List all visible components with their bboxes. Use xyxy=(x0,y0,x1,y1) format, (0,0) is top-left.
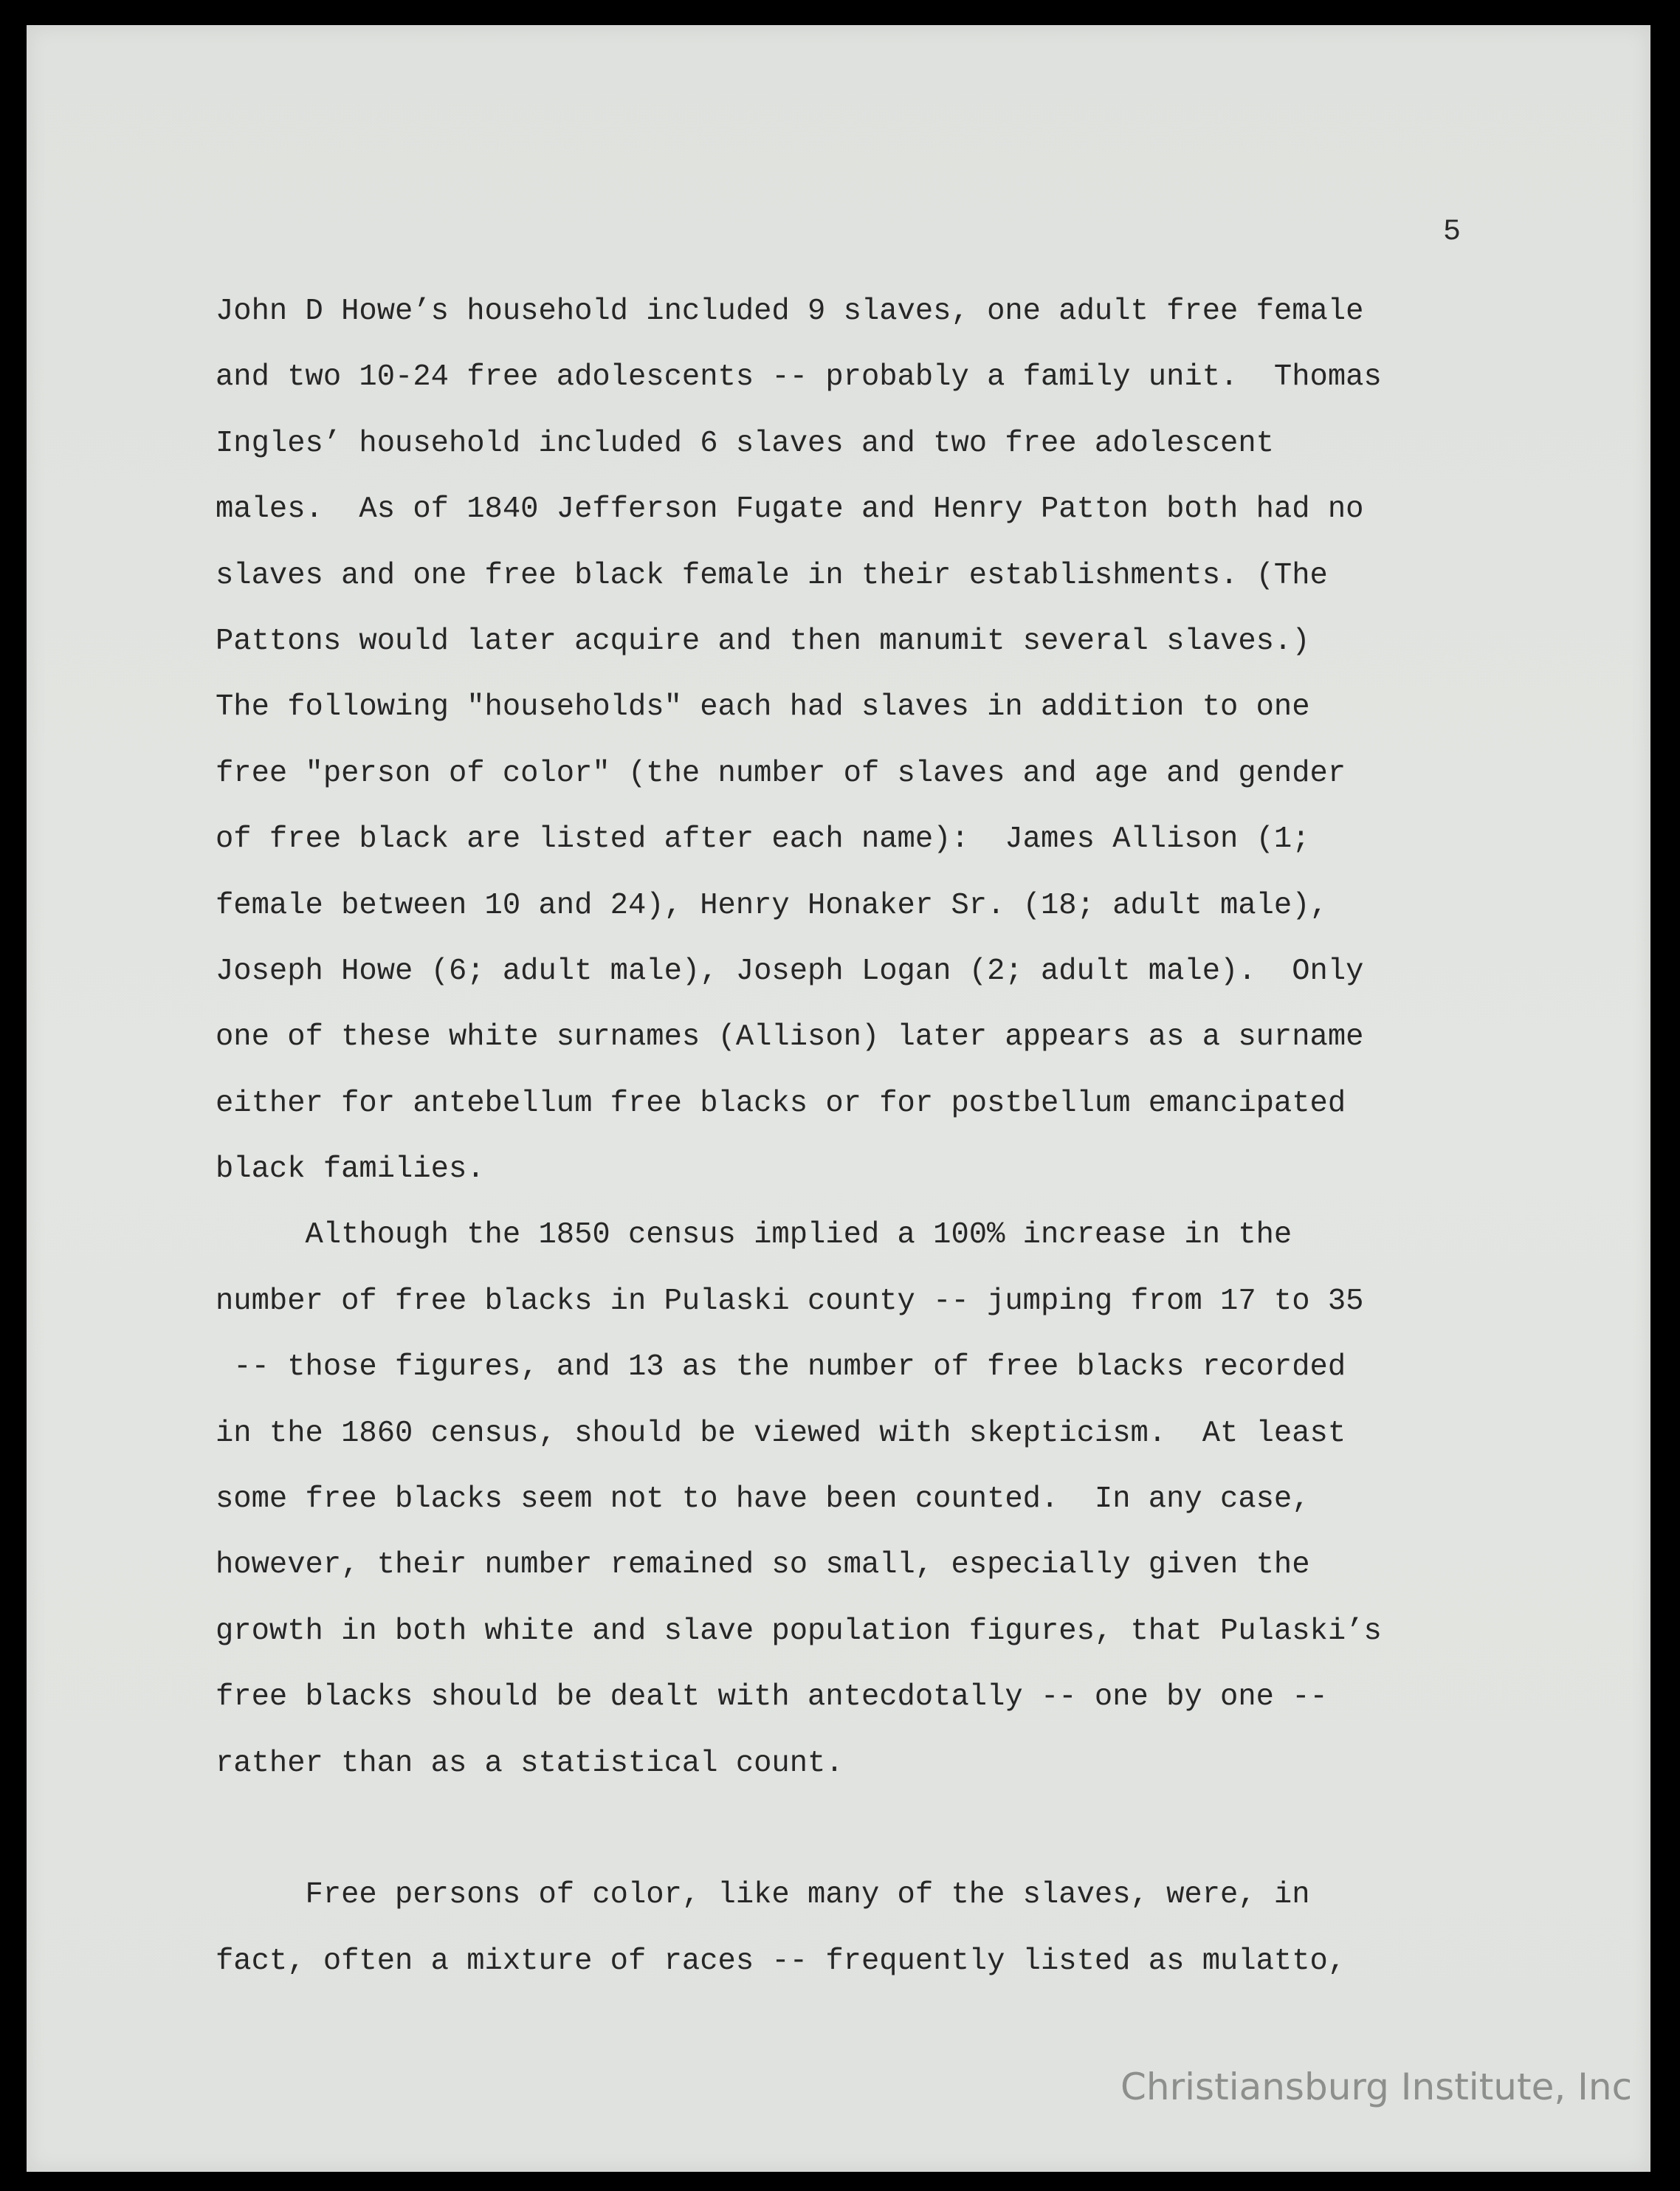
text-line: males. As of 1840 Jefferson Fugate and Henry Patton both had no xyxy=(216,492,1364,527)
text-line: free "person of color" (the number of slaves and age and gender xyxy=(216,756,1346,791)
text-line: fact, often a mixture of races -- frequently listed as mulatto, xyxy=(216,1944,1346,1978)
text-line: one of these white surnames (Allison) later appears as a surname xyxy=(216,1020,1364,1055)
text-line: Joseph Howe (6; adult male), Joseph Logan (2; adult male). Only xyxy=(216,954,1364,988)
paragraph-gap xyxy=(216,1797,1515,1862)
text-line: -- those figures, and 13 as the number of free blacks recorded xyxy=(216,1350,1346,1385)
text-line: however, their number remained so small, especially given the xyxy=(216,1548,1310,1583)
text-line: Ingles’ household included 6 slaves and two free adolescent xyxy=(216,426,1274,461)
text-line: number of free blacks in Pulaski county -- jumping from 17 to 35 xyxy=(216,1284,1364,1318)
text-line: in the 1860 census, should be viewed with skepticism. At least xyxy=(216,1416,1346,1451)
text-line: either for antebellum free blacks or for postbellum emancipated xyxy=(216,1086,1346,1121)
text-line: Free persons of color, like many of the slaves, were, in xyxy=(216,1878,1310,1913)
text-line: some free blacks seem not to have been counted. In any case, xyxy=(216,1482,1310,1517)
text-line: John D Howe’s household included 9 slaves, one adult free female xyxy=(216,295,1364,329)
watermark: Christiansburg Institute, Inc xyxy=(1120,2066,1633,2108)
body-text xyxy=(216,279,1515,1995)
text-line: The following "households" each had slaves in addition to one xyxy=(216,690,1310,725)
text-line: Pattons would later acquire and then manumit several slaves.) xyxy=(216,624,1310,658)
text-line: and two 10-24 free adolescents -- probably a family unit. Thomas xyxy=(216,360,1382,395)
page-number: 5 xyxy=(1443,216,1462,249)
text-line: of free black are listed after each name): James Allison (1; xyxy=(216,822,1310,857)
text-line: rather than as a statistical count. xyxy=(216,1746,844,1781)
text-line: female between 10 and 24), Henry Honaker Sr. (18; adult male), xyxy=(216,888,1328,923)
text-line: slaves and one free black female in their establishments. (The xyxy=(216,558,1328,593)
text-line: Although the 1850 census implied a 100% increase in the xyxy=(216,1218,1292,1253)
text-line: free blacks should be dealt with antecdotally -- one by one -- xyxy=(216,1680,1328,1715)
text-line: black families. xyxy=(216,1152,485,1187)
text-line: growth in both white and slave population figures, that Pulaski’s xyxy=(216,1614,1382,1648)
